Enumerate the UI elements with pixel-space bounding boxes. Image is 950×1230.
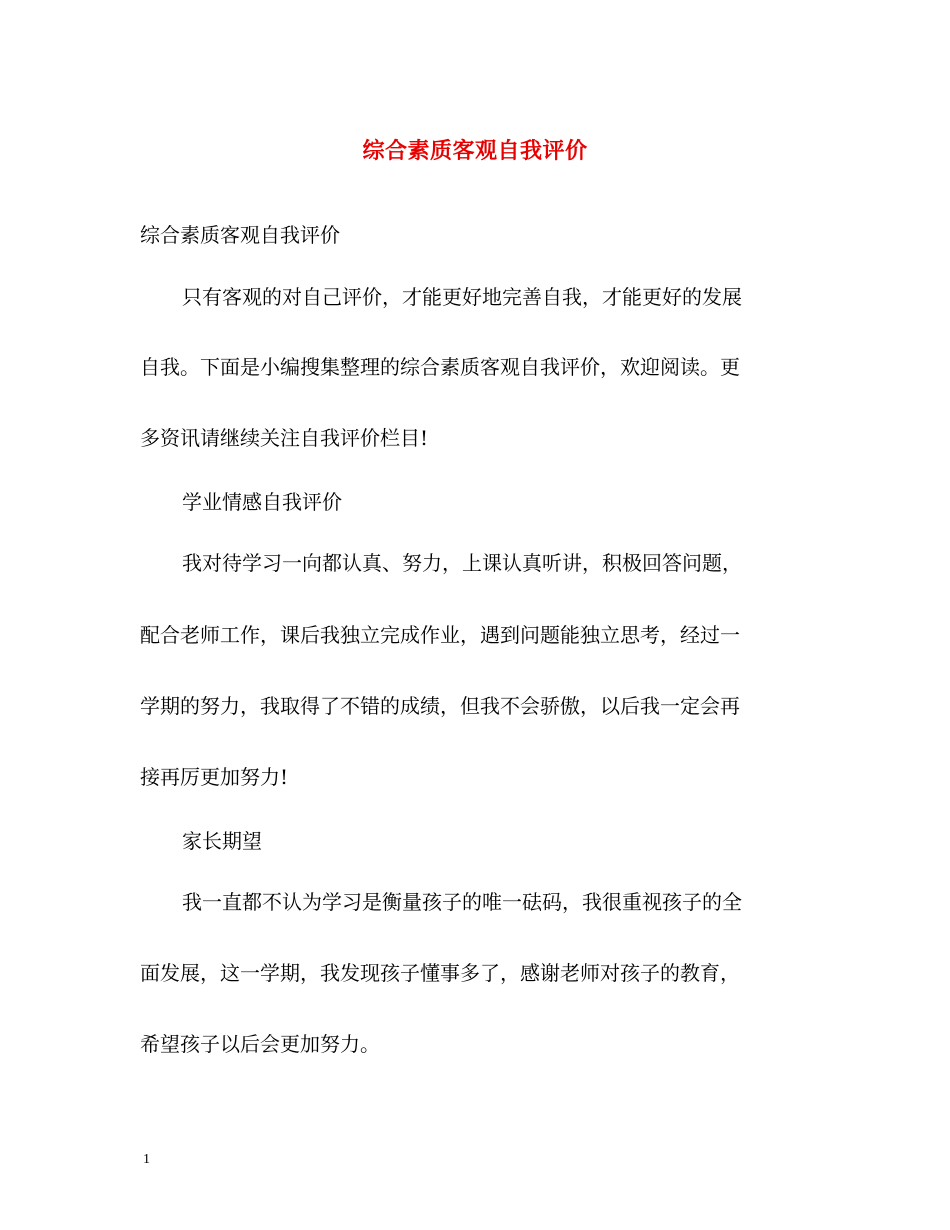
paragraph-line: 希望孩子以后会更加努力。 xyxy=(140,1032,380,1056)
paragraph-line: 配合老师工作，课后我独立完成作业，遇到问题能独立思考，经过一 xyxy=(140,623,740,647)
document-title: 综合素质客观自我评价 xyxy=(362,138,588,164)
page-number: 1 xyxy=(143,1152,150,1167)
paragraph-line: 我对待学习一向都认真、努力，上课认真听讲，积极回答问题， xyxy=(182,551,742,575)
paragraph-line: 学期的努力，我取得了不错的成绩，但我不会骄傲，以后我一定会再 xyxy=(140,694,740,718)
paragraph-line: 多资讯请继续关注自我评价栏目! xyxy=(140,426,429,450)
section-heading: 学业情感自我评价 xyxy=(182,490,342,514)
paragraph-line: 我一直都不认为学习是衡量孩子的唯一砝码，我很重视孩子的全 xyxy=(182,890,742,914)
paragraph-line: 自我。下面是小编搜集整理的综合素质客观自我评价，欢迎阅读。更 xyxy=(140,355,740,379)
subtitle-line: 综合素质客观自我评价 xyxy=(140,223,340,247)
section-heading: 家长期望 xyxy=(182,829,262,853)
paragraph-line: 只有客观的对自己评价，才能更好地完善自我，才能更好的发展 xyxy=(182,285,742,309)
paragraph-line: 面发展，这一学期，我发现孩子懂事多了，感谢老师对孩子的教育， xyxy=(140,961,740,985)
paragraph-line: 接再厉更加努力! xyxy=(140,765,289,789)
